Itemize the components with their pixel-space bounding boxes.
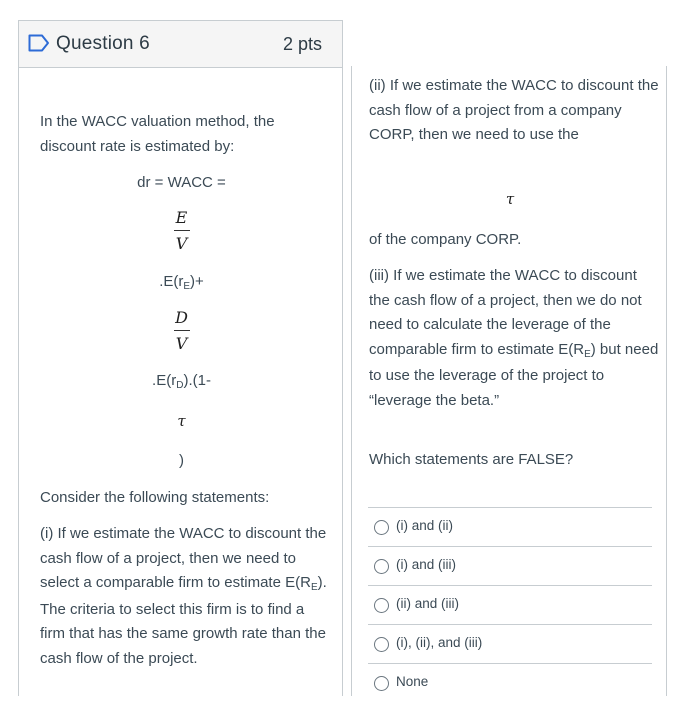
statement-iii-rest: ) but need to use the leverage of the project to “leverage the beta.” [369, 340, 659, 409]
statement-i-text: (i) If we estimate the WACC to discount the cash flow of a project, then we need to select a comparable firm to estimate E(R [40, 525, 327, 591]
fraction-bar [174, 330, 190, 331]
answer-label[interactable]: (ii) and (iii) [396, 596, 460, 611]
statement-i-subscript: E [310, 582, 318, 593]
statement-ii-end: of the company CORP. [369, 231, 522, 248]
intro-text: In the WACC valuation method, the discount rate is estimated by: [40, 113, 275, 155]
answer-option-5[interactable] [368, 663, 652, 702]
radio-button[interactable] [374, 520, 389, 535]
fraction-denominator-v: V [175, 234, 188, 253]
statement-ii: (ii) If we estimate the WACC to discount the cash flow of a project from a company CORP, then we need to use the [369, 77, 659, 143]
question-right-panel [351, 66, 667, 696]
equation-term-debt [19, 369, 344, 396]
answer-label[interactable]: (i), (ii), and (iii) [396, 635, 483, 650]
answer-list [352, 507, 668, 702]
statement-iii-text: (iii) If we estimate the WACC to discount the cash flow of a project, then we do not need to calculate the leverage of the comparable firm to estimate E(R [369, 267, 642, 358]
fraction-numerator-e: E [175, 208, 188, 227]
bookmark-icon[interactable] [28, 34, 50, 52]
fraction-denominator-v: V [175, 334, 188, 353]
radio-button[interactable] [374, 598, 389, 613]
term1-subscript: E [183, 281, 191, 292]
fraction-e-over-v [19, 207, 344, 255]
answer-label[interactable]: (i) and (iii) [396, 557, 457, 572]
statement-i-rest: ). The criteria to select this firm is to find a firm that has the same growth rate than the cash flow of the project. [40, 574, 327, 667]
equation-term-equity [19, 270, 344, 297]
fraction-numerator-d: D [175, 308, 188, 327]
question-left-panel [18, 20, 343, 696]
term2-suffix: ).(1- [183, 372, 211, 389]
statement-iii-subscript: E [584, 348, 591, 360]
answer-label[interactable]: (i) and (ii) [396, 518, 454, 533]
answer-option-4[interactable] [368, 624, 652, 663]
tau-symbol-right: τ [505, 190, 515, 208]
term1-prefix: .E(r [159, 273, 184, 290]
fraction-d-over-v [19, 307, 344, 355]
radio-button[interactable] [374, 559, 389, 574]
radio-button[interactable] [374, 637, 389, 652]
term1-suffix: )+ [190, 273, 204, 290]
fraction-bar [174, 230, 190, 231]
equation-dr: dr = WACC = [137, 174, 226, 191]
answer-option-2[interactable] [368, 546, 652, 585]
statement-i [40, 522, 330, 671]
term2-subscript: D [176, 380, 184, 391]
closing-paren: ) [179, 452, 184, 469]
question-title: Question 6 [56, 33, 150, 54]
statement-iii [369, 264, 659, 413]
question-prompt: Which statements are FALSE? [369, 451, 574, 468]
tau-symbol: τ [177, 412, 186, 430]
answer-option-1[interactable] [368, 507, 652, 546]
answer-option-3[interactable] [368, 585, 652, 624]
answer-label[interactable]: None [396, 674, 429, 689]
consider-text: Consider the following statements: [40, 489, 270, 506]
question-points: 2 pts [282, 34, 322, 54]
radio-button[interactable] [374, 676, 389, 691]
question-header [19, 20, 342, 68]
term2-prefix: .E(r [152, 372, 177, 389]
